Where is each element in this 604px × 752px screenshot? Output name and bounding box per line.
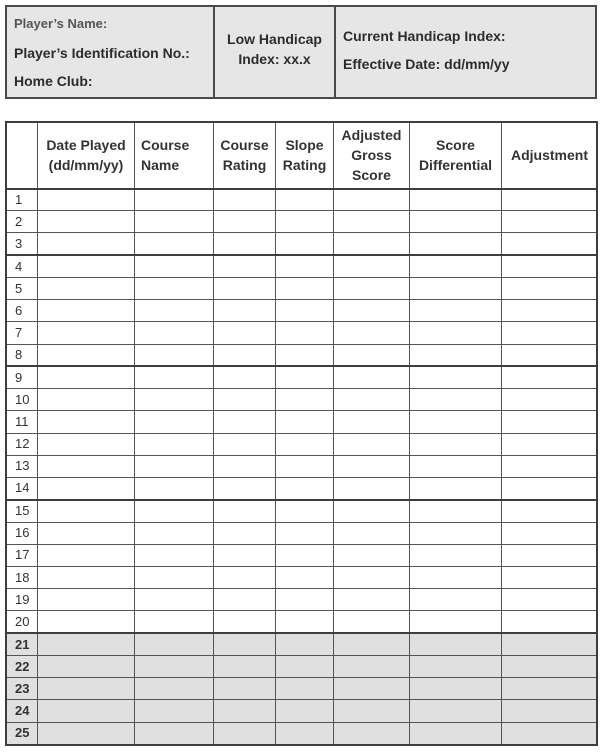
row-number: 10 <box>7 389 38 411</box>
player-info-header <box>5 5 597 99</box>
score-entry-cell[interactable] <box>410 322 502 344</box>
score-entry-cell[interactable] <box>502 589 598 611</box>
row-number: 7 <box>7 322 38 344</box>
score-entry-cell[interactable] <box>502 678 598 700</box>
score-entry-cell[interactable] <box>334 678 410 700</box>
table-row <box>7 544 598 566</box>
score-entry-cell[interactable] <box>502 633 598 655</box>
score-entry-cell[interactable] <box>276 611 334 633</box>
score-entry-cell[interactable] <box>410 544 502 566</box>
score-entry-cell[interactable] <box>276 300 334 322</box>
column-header-line: Score <box>352 167 391 184</box>
score-entry-cell[interactable] <box>334 566 410 588</box>
score-entry-cell[interactable] <box>214 500 276 522</box>
score-entry-cell[interactable] <box>334 433 410 455</box>
column-header-line: Name <box>141 157 180 174</box>
score-entry-cell[interactable] <box>334 522 410 544</box>
score-entry-cell[interactable] <box>38 433 135 455</box>
score-entry-cell[interactable] <box>410 189 502 211</box>
score-entry-cell[interactable] <box>214 633 276 655</box>
score-entry-cell[interactable] <box>410 455 502 477</box>
score-entry-cell[interactable] <box>38 500 135 522</box>
table-row <box>7 411 598 433</box>
score-entry-cell[interactable] <box>135 722 214 744</box>
score-entry-cell[interactable] <box>334 633 410 655</box>
score-entry-cell[interactable] <box>214 344 276 366</box>
table-row <box>7 433 598 455</box>
row-number: 1 <box>7 189 38 211</box>
score-entry-cell[interactable] <box>410 722 502 744</box>
score-entry-cell[interactable] <box>334 611 410 633</box>
score-entry-cell[interactable] <box>214 589 276 611</box>
row-number: 12 <box>7 433 38 455</box>
score-entry-cell[interactable] <box>135 189 214 211</box>
column-header-line: Adjustment <box>511 147 588 164</box>
score-entry-cell[interactable] <box>276 700 334 722</box>
column-header-line: Differential <box>418 157 493 174</box>
score-entry-cell[interactable] <box>410 700 502 722</box>
adjustment-header <box>502 123 598 189</box>
column-header-line: (dd/mm/yy) <box>48 157 124 174</box>
score-entry-cell[interactable] <box>410 522 502 544</box>
row-number: 2 <box>7 211 38 233</box>
score-entry-cell[interactable] <box>135 211 214 233</box>
score-entry-cell[interactable] <box>502 722 598 744</box>
score-entry-cell[interactable] <box>410 366 502 388</box>
column-header-line: Course <box>220 137 269 154</box>
score-entry-cell[interactable] <box>214 322 276 344</box>
score-entry-cell[interactable] <box>276 544 334 566</box>
score-entry-cell[interactable] <box>214 478 276 500</box>
score-entry-cell[interactable] <box>214 211 276 233</box>
score-entry-cell[interactable] <box>214 678 276 700</box>
row-number: 13 <box>7 455 38 477</box>
score-entry-cell[interactable] <box>334 255 410 277</box>
score-entry-cell[interactable] <box>334 411 410 433</box>
score-entry-cell[interactable] <box>502 277 598 299</box>
table-row <box>7 233 598 255</box>
table-body <box>7 189 598 745</box>
row-number: 19 <box>7 589 38 611</box>
score-entry-cell[interactable] <box>135 344 214 366</box>
course-name-header <box>135 123 214 189</box>
score-entry-cell[interactable] <box>334 233 410 255</box>
score-entry-cell[interactable] <box>214 722 276 744</box>
score-entry-cell[interactable] <box>38 189 135 211</box>
score-entry-cell[interactable] <box>276 455 334 477</box>
table-row <box>7 300 598 322</box>
score-entry-cell[interactable] <box>334 655 410 677</box>
score-entry-cell[interactable] <box>334 211 410 233</box>
score-entry-cell[interactable] <box>135 455 214 477</box>
score-entry-cell[interactable] <box>135 655 214 677</box>
score-entry-cell[interactable] <box>334 300 410 322</box>
row-number: 21 <box>7 633 38 655</box>
score-entry-cell[interactable] <box>410 433 502 455</box>
row-number: 16 <box>7 522 38 544</box>
score-entry-cell[interactable] <box>276 478 334 500</box>
score-entry-cell[interactable] <box>410 478 502 500</box>
table-row <box>7 366 598 388</box>
score-entry-cell[interactable] <box>214 611 276 633</box>
table-row <box>7 344 598 366</box>
table-row <box>7 455 598 477</box>
score-entry-cell[interactable] <box>502 233 598 255</box>
score-entry-cell[interactable] <box>276 655 334 677</box>
score-entry-cell[interactable] <box>502 700 598 722</box>
date-played-header <box>38 123 135 189</box>
score-entry-cell[interactable] <box>214 233 276 255</box>
table-row <box>7 478 598 500</box>
row-number: 6 <box>7 300 38 322</box>
score-entry-cell[interactable] <box>135 589 214 611</box>
score-entry-cell[interactable] <box>334 366 410 388</box>
score-entry-cell[interactable] <box>214 433 276 455</box>
score-entry-cell[interactable] <box>38 300 135 322</box>
score-entry-cell[interactable] <box>38 211 135 233</box>
score-entry-cell[interactable] <box>214 655 276 677</box>
column-header-line: Gross <box>351 147 392 164</box>
score-entry-cell[interactable] <box>276 366 334 388</box>
score-entry-cell[interactable] <box>276 411 334 433</box>
table-row <box>7 189 598 211</box>
score-entry-cell[interactable] <box>502 611 598 633</box>
score-entry-cell[interactable] <box>502 500 598 522</box>
score-entry-cell[interactable] <box>502 389 598 411</box>
score-entry-cell[interactable] <box>38 611 135 633</box>
score-entry-cell[interactable] <box>135 366 214 388</box>
score-entry-cell[interactable] <box>38 589 135 611</box>
score-entry-cell[interactable] <box>38 700 135 722</box>
table-row <box>7 678 598 700</box>
row-number: 15 <box>7 500 38 522</box>
score-entry-cell[interactable] <box>135 277 214 299</box>
column-header-line: Rating <box>282 157 327 174</box>
column-header-line: Adjusted <box>341 127 402 144</box>
score-entry-cell[interactable] <box>38 633 135 655</box>
score-entry-cell[interactable] <box>38 411 135 433</box>
score-entry-cell[interactable] <box>38 322 135 344</box>
player-id-label: Player’s Identification No.: <box>14 45 190 61</box>
score-entry-cell[interactable] <box>214 189 276 211</box>
score-entry-cell[interactable] <box>410 233 502 255</box>
row-number-header <box>7 123 38 189</box>
table-row <box>7 277 598 299</box>
score-entry-cell[interactable] <box>38 478 135 500</box>
score-entry-cell[interactable] <box>38 389 135 411</box>
score-entry-cell[interactable] <box>135 433 214 455</box>
table-row <box>7 322 598 344</box>
score-entry-cell[interactable] <box>334 589 410 611</box>
score-entry-cell[interactable] <box>410 500 502 522</box>
score-entry-cell[interactable] <box>276 566 334 588</box>
score-entry-cell[interactable] <box>410 389 502 411</box>
score-entry-cell[interactable] <box>135 700 214 722</box>
score-entry-cell[interactable] <box>276 277 334 299</box>
score-entry-cell[interactable] <box>38 344 135 366</box>
score-entry-cell[interactable] <box>214 300 276 322</box>
score-entry-cell[interactable] <box>334 389 410 411</box>
score-differential-header <box>410 123 502 189</box>
table-row <box>7 611 598 633</box>
column-header-line: Slope <box>285 137 324 154</box>
score-entry-cell[interactable] <box>334 722 410 744</box>
table-row <box>7 655 598 677</box>
column-header-line: Course <box>141 137 190 154</box>
score-entry-cell[interactable] <box>502 344 598 366</box>
column-header-line: Score <box>436 137 475 154</box>
score-entry-cell[interactable] <box>38 544 135 566</box>
score-entry-cell[interactable] <box>502 211 598 233</box>
score-entry-cell[interactable] <box>38 277 135 299</box>
current-handicap-cell <box>336 7 595 97</box>
score-entry-cell[interactable] <box>502 455 598 477</box>
score-entry-cell[interactable] <box>214 366 276 388</box>
score-entry-cell[interactable] <box>135 566 214 588</box>
score-entry-cell[interactable] <box>276 433 334 455</box>
score-entry-cell[interactable] <box>410 211 502 233</box>
score-entry-cell[interactable] <box>334 455 410 477</box>
score-entry-cell[interactable] <box>502 655 598 677</box>
score-entry-cell[interactable] <box>410 589 502 611</box>
score-entry-cell[interactable] <box>410 255 502 277</box>
score-entry-cell[interactable] <box>214 544 276 566</box>
score-entry-cell[interactable] <box>502 522 598 544</box>
score-entry-cell[interactable] <box>502 544 598 566</box>
score-entry-cell[interactable] <box>334 277 410 299</box>
low-handicap-value: Index: xx.x <box>238 51 311 67</box>
score-entry-cell[interactable] <box>276 189 334 211</box>
score-entry-cell[interactable] <box>214 455 276 477</box>
score-entry-cell[interactable] <box>214 700 276 722</box>
row-number: 11 <box>7 411 38 433</box>
row-number: 14 <box>7 478 38 500</box>
score-entry-cell[interactable] <box>410 300 502 322</box>
low-handicap-cell <box>215 7 336 97</box>
score-entry-cell[interactable] <box>276 211 334 233</box>
table-row <box>7 500 598 522</box>
score-entry-cell[interactable] <box>502 322 598 344</box>
score-entry-cell[interactable] <box>214 411 276 433</box>
table-row <box>7 722 598 744</box>
score-entry-cell[interactable] <box>334 544 410 566</box>
score-entry-cell[interactable] <box>38 566 135 588</box>
score-entry-cell[interactable] <box>410 655 502 677</box>
score-entry-cell[interactable] <box>276 522 334 544</box>
score-entry-cell[interactable] <box>214 389 276 411</box>
score-entry-cell[interactable] <box>135 389 214 411</box>
table-row <box>7 211 598 233</box>
score-entry-cell[interactable] <box>502 411 598 433</box>
slope-rating-header <box>276 123 334 189</box>
score-entry-cell[interactable] <box>410 277 502 299</box>
score-entry-cell[interactable] <box>276 344 334 366</box>
score-entry-cell[interactable] <box>135 322 214 344</box>
table-header-row <box>7 123 598 189</box>
score-entry-cell[interactable] <box>276 322 334 344</box>
score-entry-cell[interactable] <box>135 411 214 433</box>
score-entry-cell[interactable] <box>334 478 410 500</box>
player-name-label: Player’s Name: <box>14 16 108 31</box>
score-entry-cell[interactable] <box>38 522 135 544</box>
score-entry-cell[interactable] <box>135 300 214 322</box>
score-entry-cell[interactable] <box>276 255 334 277</box>
score-history-table <box>6 122 598 745</box>
row-number: 24 <box>7 700 38 722</box>
table-row <box>7 633 598 655</box>
column-header-line: Rating <box>222 157 267 174</box>
score-entry-cell[interactable] <box>276 389 334 411</box>
score-entry-cell[interactable] <box>38 678 135 700</box>
table-row <box>7 566 598 588</box>
score-entry-cell[interactable] <box>334 344 410 366</box>
score-entry-cell[interactable] <box>135 233 214 255</box>
table-row <box>7 700 598 722</box>
low-handicap-label: Low Handicap <box>227 31 322 47</box>
row-number: 4 <box>7 255 38 277</box>
score-entry-cell[interactable] <box>135 522 214 544</box>
score-entry-cell[interactable] <box>502 566 598 588</box>
score-entry-cell[interactable] <box>135 478 214 500</box>
adjusted-gross-score-header <box>334 123 410 189</box>
row-number: 18 <box>7 566 38 588</box>
score-entry-cell[interactable] <box>214 522 276 544</box>
row-number: 20 <box>7 611 38 633</box>
score-entry-cell[interactable] <box>502 478 598 500</box>
row-number: 22 <box>7 655 38 677</box>
score-entry-cell[interactable] <box>38 366 135 388</box>
effective-date-label: Effective Date: dd/mm/yy <box>343 56 510 72</box>
score-entry-cell[interactable] <box>38 233 135 255</box>
player-details-cell <box>7 7 215 97</box>
score-entry-cell[interactable] <box>410 678 502 700</box>
score-entry-cell[interactable] <box>276 678 334 700</box>
score-entry-cell[interactable] <box>38 255 135 277</box>
score-entry-cell[interactable] <box>135 544 214 566</box>
score-entry-cell[interactable] <box>38 655 135 677</box>
row-number: 23 <box>7 678 38 700</box>
score-entry-cell[interactable] <box>135 678 214 700</box>
score-entry-cell[interactable] <box>38 455 135 477</box>
score-entry-cell[interactable] <box>135 633 214 655</box>
score-entry-cell[interactable] <box>410 411 502 433</box>
score-entry-cell[interactable] <box>276 633 334 655</box>
score-entry-cell[interactable] <box>276 500 334 522</box>
score-entry-cell[interactable] <box>410 344 502 366</box>
score-entry-cell[interactable] <box>276 233 334 255</box>
score-entry-cell[interactable] <box>135 611 214 633</box>
current-handicap-label: Current Handicap Index: <box>343 28 506 44</box>
column-header-line: Date Played <box>46 137 126 154</box>
score-entry-cell[interactable] <box>135 255 214 277</box>
score-entry-cell[interactable] <box>502 300 598 322</box>
score-entry-cell[interactable] <box>502 189 598 211</box>
score-entry-cell[interactable] <box>502 366 598 388</box>
score-entry-cell[interactable] <box>276 589 334 611</box>
score-entry-cell[interactable] <box>502 433 598 455</box>
score-entry-cell[interactable] <box>502 255 598 277</box>
row-number: 17 <box>7 544 38 566</box>
table-row <box>7 389 598 411</box>
score-entry-cell[interactable] <box>334 322 410 344</box>
table-row <box>7 589 598 611</box>
score-entry-cell[interactable] <box>410 633 502 655</box>
row-number: 9 <box>7 366 38 388</box>
score-entry-cell[interactable] <box>214 277 276 299</box>
score-entry-cell[interactable] <box>334 189 410 211</box>
score-entry-cell[interactable] <box>410 566 502 588</box>
table-row <box>7 255 598 277</box>
score-entry-cell[interactable] <box>410 611 502 633</box>
score-entry-cell[interactable] <box>135 500 214 522</box>
row-number: 5 <box>7 277 38 299</box>
score-entry-cell[interactable] <box>276 722 334 744</box>
score-entry-cell[interactable] <box>38 722 135 744</box>
row-number: 3 <box>7 233 38 255</box>
score-entry-cell[interactable] <box>334 500 410 522</box>
row-number: 8 <box>7 344 38 366</box>
score-entry-cell[interactable] <box>214 255 276 277</box>
table-row <box>7 522 598 544</box>
course-rating-header <box>214 123 276 189</box>
score-entry-cell[interactable] <box>334 700 410 722</box>
score-entry-cell[interactable] <box>214 566 276 588</box>
home-club-label: Home Club: <box>14 73 93 89</box>
row-number: 25 <box>7 722 38 744</box>
